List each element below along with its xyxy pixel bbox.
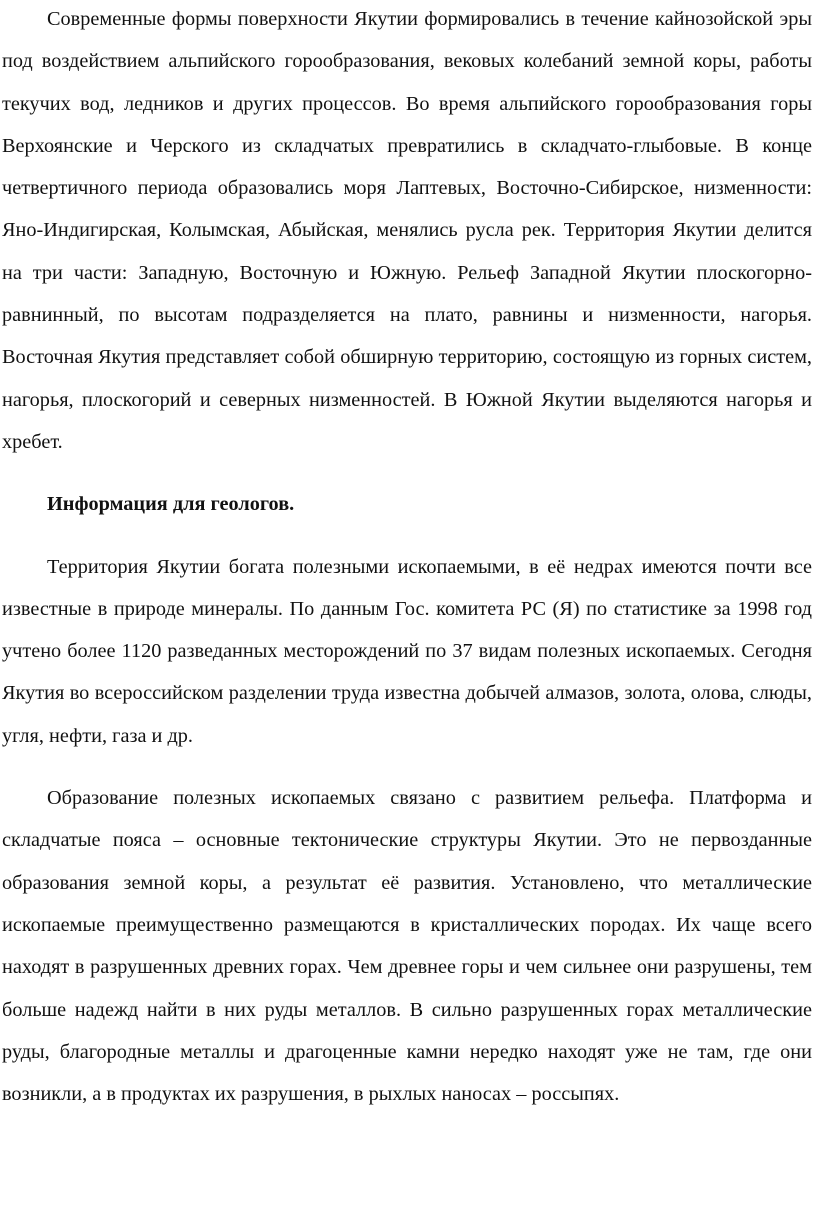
paragraph-formation: Образование полезных ископаемых связано с развитием рельефа. Платформа и складчатые пояса – основные тектонические структуры Якутии. Это не первозданные образования земной коры, а результат её развития. Установлено, что металлические ископаемые преимущественно размещаются в кристаллических породах. Их чаще всего находят в разрушенных древних горах. Чем древнее горы и чем сильнее они разрушены, тем больше надежд найти в них руды металлов. В сильно разрушенных горах металлические руды, благородные металлы и драгоценные камни нередко находят уже не там, где они возникли, а в продуктах их разрушения, в рыхлых наносах – россыпях. <box>2 787 812 1106</box>
section-heading-geologists: Информация для геологов. <box>47 493 295 516</box>
paragraph-minerals: Территория Якутии богата полезными ископаемыми, в её недрах имеются почти все известные в природе минералы. По данным Гос. комитета РС (Я) по статистике за 1998 год учтено более 1120 разведанных месторождений по 37 видам полезных ископаемых. Сегодня Якутия во всероссийском разделении труда известна добычей алмазов, золота, олова, слюды, угля, нефти, газа и др. <box>2 555 812 747</box>
paragraph-relief: Современные формы поверхности Якутии формировались в течение кайнозойской эры под воздействием альпийского горообразования, вековых колебаний земной коры, работы текучих вод, ледников и других процессов. Во время альпийского горообразования горы Верхоянские и Черского из складчатых превратились в складчато-глыбовые. В конце четвертичного периода образовались моря Лаптевых, Восточно-Сибирское, низменности: Яно-Индигирская, Колымская, Абыйская, менялись русла рек. Территория Якутии делится на три части: Западную, Восточную и Южную. Рельеф Западной Якутии плоскогорно-равнинный, по высотам подразделяется на плато, равнины и низменности, нагорья. Восточная Якутия представляет собой обширную территорию, состоящую из горных систем, нагорья, плоскогорий и северных низменностей. В Южной Якутии выделяются нагорья и хребет. <box>2 8 812 453</box>
